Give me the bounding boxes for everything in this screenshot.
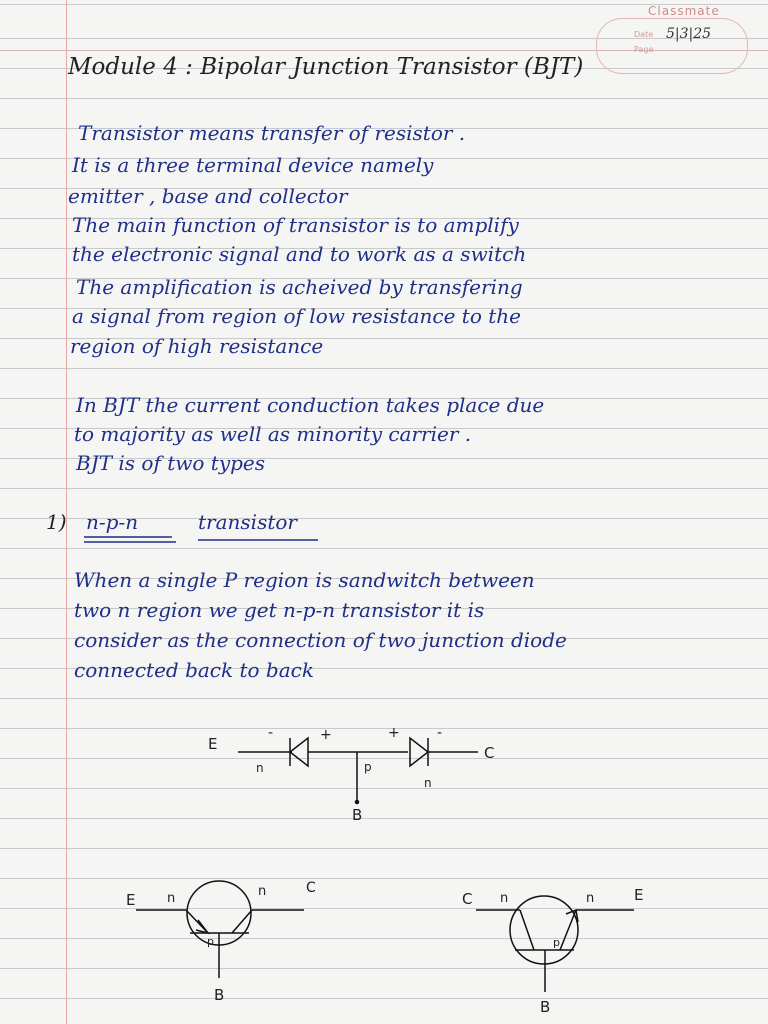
- page-label: Page: [634, 45, 654, 54]
- text-line: emitter , base and collector: [68, 184, 348, 208]
- date-value: 5|3|25: [666, 26, 712, 42]
- text-line: In BJT the current conduction takes place due: [76, 393, 545, 417]
- text-line: to majority as well as minority carrier .: [74, 422, 472, 446]
- diode-plus-right: +: [388, 725, 400, 741]
- right-label-p: p: [553, 936, 560, 949]
- text-line: two n region we get n-p-n transistor it is: [74, 598, 485, 622]
- text-line: Transistor means transfer of resistor .: [78, 121, 466, 145]
- page-title: Module 4 : Bipolar Junction Transistor (BJT): [68, 54, 584, 80]
- text-line: The amplification is acheived by transfering: [76, 275, 523, 299]
- diode-label-e: E: [208, 735, 218, 753]
- text-line: When a single P region is sandwitch between: [74, 568, 535, 592]
- notebook-brand: Classmate: [648, 4, 720, 18]
- left-label-b: B: [214, 986, 225, 1004]
- diode-minus-right: -: [437, 725, 443, 741]
- right-label-n1: n: [500, 891, 509, 906]
- diode-label-b: B: [352, 806, 363, 824]
- left-label-e: E: [126, 891, 136, 909]
- diode-plus-left: +: [320, 727, 332, 743]
- left-label-p: p: [207, 935, 214, 948]
- text-line: consider as the connection of two junction diode: [74, 628, 567, 652]
- diode-label-n-right: n: [424, 776, 432, 790]
- diode-label-c: C: [484, 744, 495, 762]
- text-line: connected back to back: [74, 658, 314, 682]
- text-line: a signal from region of low resistance to the: [72, 304, 521, 328]
- text-line: It is a three terminal device namely: [72, 153, 434, 177]
- text-line: The main function of transistor is to amplify: [72, 213, 519, 237]
- diode-label-p: p: [364, 760, 372, 774]
- text-line: BJT is of two types: [76, 451, 266, 475]
- right-label-e: E: [634, 886, 644, 904]
- left-label-c: C: [306, 880, 316, 896]
- section-name: n-p-n: [86, 510, 139, 534]
- right-label-b: B: [540, 998, 551, 1016]
- text-line: the electronic signal and to work as a switch: [72, 242, 527, 266]
- section-word: transistor: [198, 510, 297, 534]
- right-label-n2: n: [586, 891, 595, 906]
- right-label-c: C: [462, 890, 473, 908]
- left-label-n2: n: [258, 884, 267, 899]
- text-line: region of high resistance: [70, 334, 324, 358]
- diode-minus-left: -: [268, 725, 274, 741]
- section-number: 1): [46, 510, 67, 534]
- date-label: Date: [634, 30, 654, 39]
- left-label-n1: n: [167, 891, 176, 906]
- diode-label-n-left: n: [256, 761, 264, 775]
